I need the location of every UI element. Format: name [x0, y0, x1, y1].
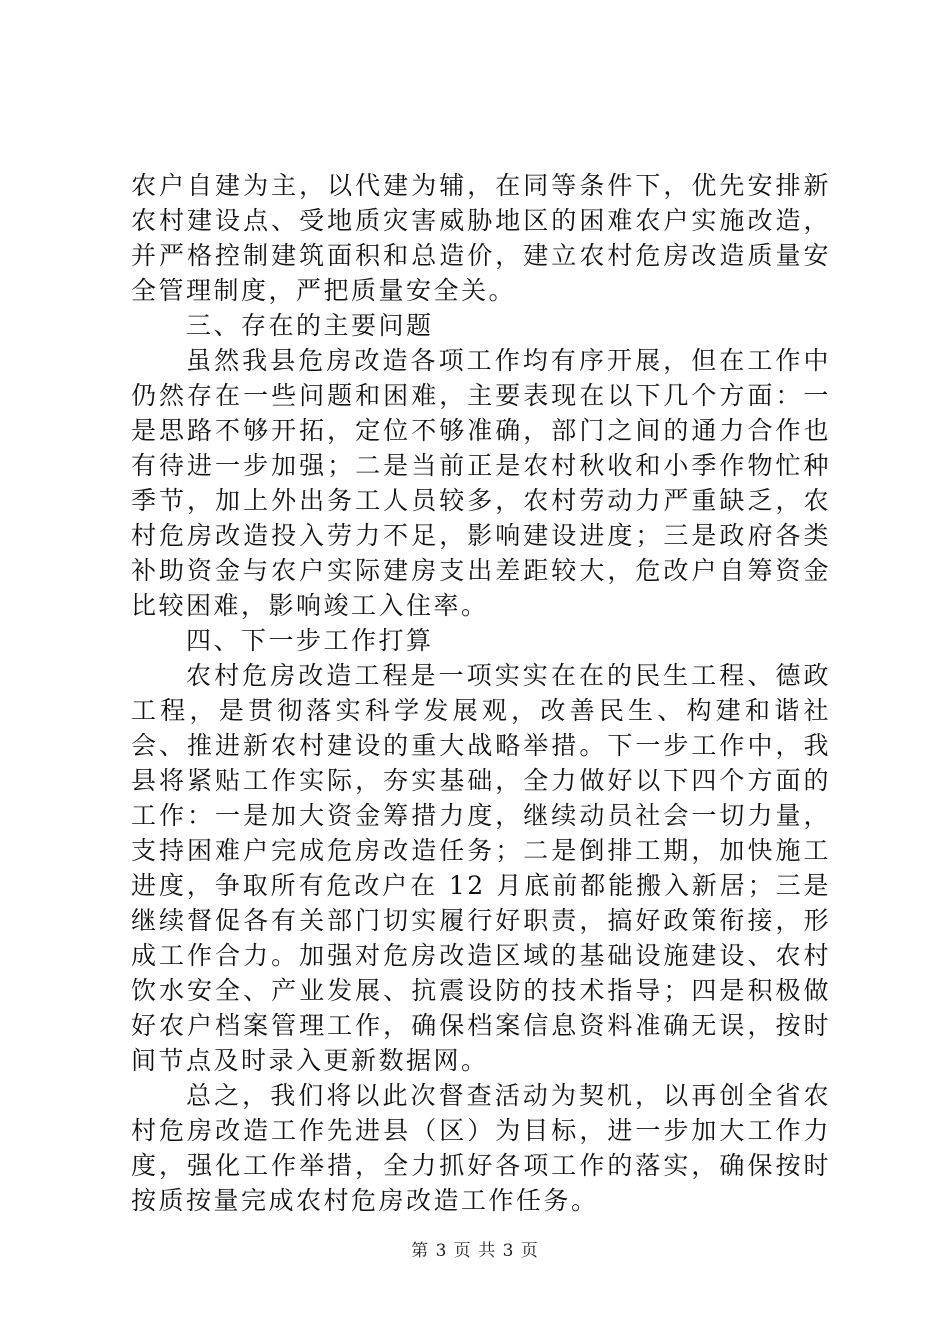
section-heading-3: 三、存在的主要问题 [186, 311, 434, 340]
paragraph-continuation: 农户自建为主，以代建为辅，在同等条件下，优先安排新农村建设点、受地质灾害威胁地区的困难农户实施改造，并严格控制建筑面积和总造价，建立农村危房改造质量安全管理制度，严把质量安全关。 [131, 171, 831, 305]
paragraph-conclusion: 总之，我们将以此次督查活动为契机，以再创全省农村危房改造工作先进县（区）为目标，进一步加大工作力度，强化工作举措，全力抓好各项工作的落实，确保按时按质按量完成农村危房改造工作任务。 [131, 1081, 831, 1215]
paragraph-problems: 虽然我县危房改造各项工作均有序开展，但在工作中仍然存在一些问题和困难，主要表现在以下几个方面：一是思路不够开拓，定位不够准确，部门之间的通力合作也有待进一步加强；二是当前正是农村秋收和小季作物忙种季节，加上外出务工人员较多，农村劳动力严重缺乏，农村危房改造投入劳力不足，影响建设进度；三是政府各类补助资金与农户实际建房支出差距较大，危改户自筹资金比较困难，影响竣工入住率。 [131, 346, 831, 620]
paragraph-next-steps: 农村危房改造工程是一项实实在在的民生工程、德政工程，是贯彻落实科学发展观，改善民生、构建和谐社会、推进新农村建设的重大战略举措。下一步工作中，我县将紧贴工作实际，夯实基础，全力做好以下四个方面的工作：一是加大资金筹措力度，继续动员社会一切力量，支持困难户完成危房改造任务；二是倒排工期，加快施工进度，争取所有危改户在 12 月底前都能搬入新居；三是继续督促各有关部门切实履行好职责，搞好政策衔接，形成工作合力。加强对危房改造区域的基础设施建设、农村饮水安全、产业发展、抗震设防的技术指导；四是积极做好农户档案管理工作，确保档案信息资料准确无误，按时间节点及时录入更新数据网。 [131, 661, 831, 1075]
document-body [131, 168, 831, 1218]
section-heading-4: 四、下一步工作打算 [186, 626, 434, 655]
page-number-footer: 第 3 页 共 3 页 [411, 1241, 539, 1261]
